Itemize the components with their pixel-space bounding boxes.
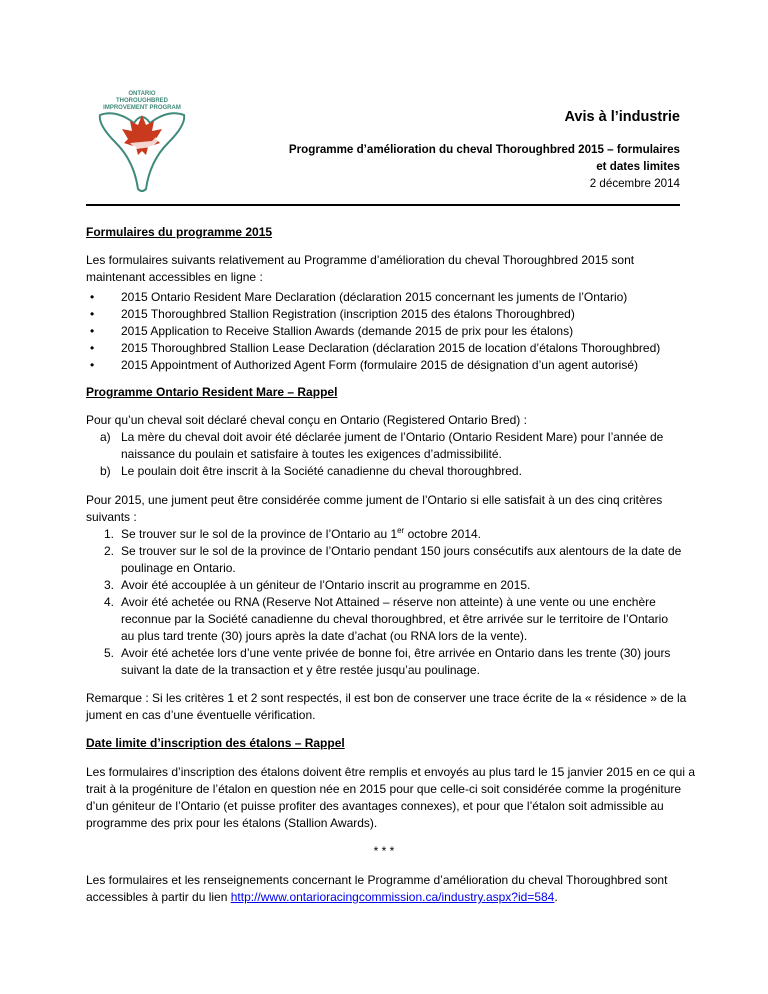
stallion-deadline-body: [86, 764, 695, 832]
section-heading-forms: Formulaires du programme 2015: [86, 225, 273, 239]
list-item: • 2015 Ontario Resident Mare Declaration (déclaration 2015 concernant les juments de l’Ontario): [90, 290, 628, 304]
list-item: • 2015 Thoroughbred Stallion Registration (inscription 2015 des étalons Thoroughbred): [90, 307, 575, 321]
paragraph-line: Les formulaires suivants relativement au Programme d’amélioration du cheval Thoroughbred 2015 sont: [86, 253, 635, 267]
criterion-item: 5. Avoir été achetée lors d’une vente privée de bonne foi, être arrivée en Ontario dans les trente (30) jours: [104, 646, 671, 660]
criterion-item: 3. Avoir été accouplée à un géniteur de l’Ontario inscrit au programme en 2015.: [104, 578, 531, 592]
criterion-item: 1. Se trouver sur le sol de la province de l’Ontario au 1er octobre 2014.: [104, 526, 482, 541]
paragraph-line: jument en cas d’une éventuelle vérification.: [86, 708, 316, 722]
notice-title: Avis à l’industrie: [564, 109, 680, 125]
section-heading-stallion-deadline: Date limite d’inscription des étalons – Rappel: [86, 736, 345, 750]
svg-text:THOROUGHBRED: THOROUGHBRED: [116, 98, 168, 104]
otip-logo: [86, 85, 198, 195]
bullet-icon: •: [90, 324, 95, 338]
bullet-icon: •: [90, 358, 95, 372]
criterion-item-cont: suivant la date de la transaction et y être restée jusqu’au poulinage.: [121, 663, 480, 677]
bullet-icon: •: [90, 341, 95, 355]
paragraph-line: d’un géniteur de l’Ontario (et puisse profiter des avantages connexes), et pour que l’étalon soit admissible au: [86, 799, 664, 813]
criterion-item-cont: reconnue par la Société canadienne du cheval thoroughbred, et être arrivée sur le territoire de l’Ontario: [121, 612, 668, 626]
forms-intro: [86, 252, 634, 286]
notice-date: 2 décembre 2014: [589, 177, 680, 190]
condition-item-cont: naissance du poulain et satisfaire à toutes les exigences d’admissibilité.: [121, 447, 502, 461]
paragraph-line: maintenant accessibles en ligne :: [86, 270, 263, 284]
list-item: • 2015 Application to Receive Stallion Awards (demande 2015 de prix pour les étalons): [90, 324, 574, 338]
paragraph-line: Les formulaires et les renseignements concernant le Programme d’amélioration du cheval Thoroughbred sont: [86, 873, 668, 887]
subtitle-line: et dates limites: [596, 160, 680, 173]
list-item: • 2015 Thoroughbred Stallion Lease Declaration (déclaration 2015 de location d’étalons Thoroughbred): [90, 341, 661, 355]
criterion-item-cont: poulinage en Ontario.: [121, 561, 236, 575]
paragraph-line: Remarque : Si les critères 1 et 2 sont respectés, il est bon de conserver une trace écrite de la « résidence » de la: [86, 691, 687, 705]
list-item: • 2015 Appointment of Authorized Agent Form (formulaire 2015 de désignation d’un agent autorisé): [90, 358, 639, 372]
bullet-icon: •: [90, 307, 95, 321]
svg-text:IMPROVEMENT PROGRAM: IMPROVEMENT PROGRAM: [103, 105, 181, 111]
condition-item: a) La mère du cheval doit avoir été déclarée jument de l’Ontario (Ontario Resident Mare) pour l’année de: [100, 430, 664, 444]
orc-industry-link[interactable]: http://www.ontarioracingcommission.ca/industry.aspx?id=584: [230, 890, 555, 904]
paragraph-line: programme des prix pour les étalons (Stallion Awards).: [86, 816, 378, 830]
footer-paragraph: [86, 872, 667, 906]
paragraph-line: trait à la progéniture de l’étalon en question née en 2015 pour que celle-ci soit considérée comme la progéniture: [86, 782, 682, 796]
section-separator: * * *: [373, 844, 395, 858]
paragraph-line: suivants :: [86, 510, 137, 524]
paragraph-line: Pour 2015, une jument peut être considérée comme jument de l’Ontario si elle satisfait à un des cinq critères: [86, 493, 663, 507]
notice-subtitle: [289, 141, 680, 192]
paragraph-line: accessibles à partir du lien http://www.ontarioracingcommission.ca/industry.aspx?id=584.: [86, 890, 558, 904]
bullet-icon: •: [90, 290, 95, 304]
paragraph-line: Les formulaires d’inscription des étalons doivent être remplis et envoyés au plus tard le 15 janvier 2015 en ce qui a: [86, 765, 696, 779]
header-divider: [86, 204, 680, 206]
svg-text:ONTARIO: ONTARIO: [128, 91, 156, 97]
criteria-intro: [86, 492, 662, 526]
criterion-item: 2. Se trouver sur le sol de la province de l’Ontario pendant 150 jours consécutifs aux alentours de la date de: [104, 544, 682, 558]
section-heading-resident-mare: Programme Ontario Resident Mare – Rappel: [86, 385, 338, 399]
criterion-item-cont: au plus tard trente (30) jours après la date d’achat (ou RNA lors de la vente).: [121, 629, 528, 643]
subtitle-line: Programme d’amélioration du cheval Thoroughbred 2015 – formulaires: [288, 143, 680, 156]
registered-bred-intro: Pour qu’un cheval soit déclaré cheval conçu en Ontario (Registered Ontario Bred) :: [86, 413, 527, 427]
criterion-item: 4. Avoir été achetée ou RNA (Reserve Not Attained – réserve non atteinte) à une vente ou une enchère: [104, 595, 656, 609]
condition-item: b) Le poulain doit être inscrit à la Société canadienne du cheval thoroughbred.: [100, 464, 522, 478]
remark: [86, 690, 686, 724]
